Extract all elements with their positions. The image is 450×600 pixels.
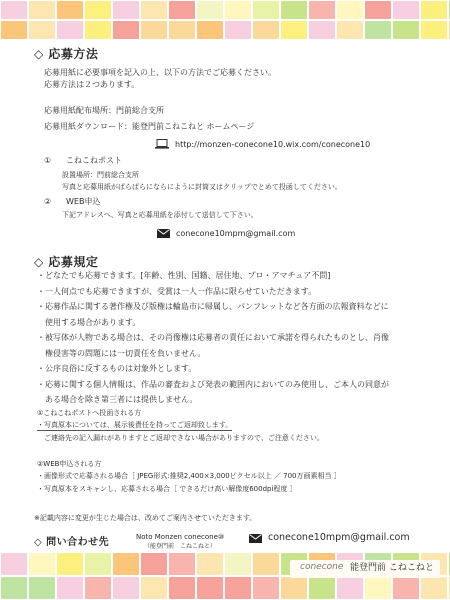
post-guide-heading: ①こねこねポストへ投函される方 xyxy=(37,409,142,417)
mosaic-tile xyxy=(393,577,419,599)
rules-heading: ◇ 応募規定 xyxy=(34,255,99,269)
mosaic-tile xyxy=(1,553,27,575)
mosaic-tile xyxy=(225,1,251,19)
rule-line: ・どなたでも応募できます。[年齢、性別、国籍、居住地、プロ・アマチュア不問] xyxy=(37,271,331,280)
mosaic-tile xyxy=(337,21,363,39)
download-text: 応募用紙ダウンロード：能登門前こねこねと ホームページ xyxy=(44,122,255,131)
laptop-icon xyxy=(155,139,169,149)
mosaic-tile xyxy=(253,1,279,19)
mosaic-tile xyxy=(29,577,55,599)
mosaic-tile xyxy=(113,553,139,575)
method-intro-1: 応募用紙に必要事項を記入の上、以下の方法でご応募ください。 xyxy=(44,68,276,77)
distribution-place: 応募用紙配布場所：門前総合支所 xyxy=(44,106,164,115)
mosaic-tile xyxy=(57,1,83,19)
contact-org-sub: （能登門前 こねこねと） xyxy=(144,543,217,550)
mosaic-tile xyxy=(57,577,83,599)
rule-line: ある場合を除き第三者には提供しません。 xyxy=(37,395,198,404)
post-guide-line: ・写真原本については、展示後責任を持ってご返却致します。 xyxy=(37,421,233,429)
mosaic-tile xyxy=(337,1,363,19)
homepage-url[interactable]: http://monzen-conecone10.wix.com/conecone10 xyxy=(175,140,371,149)
mosaic-tile xyxy=(365,21,391,39)
mosaic-tile xyxy=(197,553,223,575)
method-email[interactable]: conecone10mpm@gmail.com xyxy=(176,229,296,238)
mosaic-tile xyxy=(113,577,139,599)
mosaic-tile xyxy=(197,21,223,39)
mosaic-tile xyxy=(29,1,55,19)
web-title: WEB申込 xyxy=(66,197,101,206)
rule-line: 使用する場合があります。 xyxy=(37,317,141,327)
mosaic-tile xyxy=(309,1,335,19)
mosaic-tile xyxy=(85,553,111,575)
mosaic-tile xyxy=(365,577,391,599)
mosaic-tile xyxy=(197,577,223,599)
contact-mail-icon xyxy=(249,534,262,543)
mosaic-tile xyxy=(85,1,111,19)
mosaic-tile xyxy=(85,577,111,599)
web-guide-line: ・写真原本をスキャンし、応募される場合［ できるだけ高い解像度600dpi程度 ］ xyxy=(37,485,297,493)
mosaic-tile xyxy=(365,1,391,19)
contact-org: Noto Monzen conecone⑩ xyxy=(136,533,225,541)
method-heading: ◇ 応募方法 xyxy=(34,47,99,61)
mosaic-tile xyxy=(169,1,195,19)
rule-line: ・応募作品に関する著作権及び版権は輪島市に帰属し、パンフレットなど各方面の広報資料などに xyxy=(37,302,389,311)
mosaic-tile xyxy=(421,21,447,39)
post-guide-line: ご連絡先の記入漏れがありますとご返却できない場合がありますので、ご注意ください。 xyxy=(37,434,324,442)
footer-signature: conecone xyxy=(300,562,344,572)
mosaic-tile xyxy=(29,553,55,575)
mosaic-top-band xyxy=(0,0,450,40)
web-note: 下記アドレスへ、写真と応募用紙を添付して送信して下さい。 xyxy=(62,211,258,219)
mosaic-tile xyxy=(113,21,139,39)
post-place: 設置場所：門前総合支所 xyxy=(62,171,139,179)
contact-heading: ◇ 問い合わせ先 xyxy=(34,537,110,548)
flyer-content xyxy=(0,40,450,552)
mosaic-tile xyxy=(225,577,251,599)
mosaic-tile xyxy=(141,21,167,39)
rule-line: ・応募に関する個人情報は、作品の審査および発表の範囲内においてのみ使用し、ご本人の同意が xyxy=(37,379,389,389)
post-title: こねこねポスト xyxy=(66,156,122,165)
mosaic-tile xyxy=(281,1,307,19)
mosaic-tile xyxy=(85,21,111,39)
mosaic-tile xyxy=(421,577,447,599)
mosaic-tile xyxy=(253,21,279,39)
mosaic-tile xyxy=(141,577,167,599)
mosaic-tile xyxy=(57,21,83,39)
change-notice: ※記載内容に変更が生じた場合は、改めてご案内させていただきます。 xyxy=(34,514,257,522)
post-number: ① xyxy=(44,156,52,165)
web-number: ② xyxy=(44,197,52,206)
mosaic-tile xyxy=(1,1,27,19)
mosaic-tile xyxy=(281,21,307,39)
mosaic-tile xyxy=(225,553,251,575)
mosaic-tile xyxy=(225,21,251,39)
method-intro-2: 応募方法は２つあります。 xyxy=(44,80,140,89)
mosaic-tile xyxy=(253,553,279,575)
mosaic-tile xyxy=(337,577,363,599)
mosaic-bottom-band xyxy=(0,552,450,600)
rule-line: ・公序良俗に反するものは対象外とします。 xyxy=(37,364,197,373)
mosaic-tile xyxy=(169,553,195,575)
mosaic-tile xyxy=(29,21,55,39)
mosaic-tile xyxy=(393,1,419,19)
footer-name: 能登門前 こねこねと xyxy=(350,563,434,573)
rule-line: ・被写体が人物である場合は、その肖像権は応募者の責任において承諾を得られたものとし、肖像 xyxy=(37,333,389,342)
mosaic-tile xyxy=(113,1,139,19)
mosaic-tile xyxy=(1,577,27,599)
mosaic-tile xyxy=(169,21,195,39)
mosaic-tile xyxy=(309,577,335,599)
rule-line: 権侵害等の問題には一切責任を負いません。 xyxy=(37,348,206,358)
mail-icon xyxy=(157,229,170,238)
mosaic-tile xyxy=(253,577,279,599)
web-guide-heading: ②WEB申込される方 xyxy=(37,460,102,468)
mosaic-tile xyxy=(309,21,335,39)
mosaic-tile xyxy=(197,1,223,19)
rule-line: ・一人何点でも応募できますが、受賞は一人一作品に限らせていただきます。 xyxy=(37,286,317,296)
mosaic-tile xyxy=(421,1,447,19)
mosaic-tile xyxy=(393,21,419,39)
mosaic-tile xyxy=(281,577,307,599)
mosaic-tile xyxy=(169,577,195,599)
mosaic-tile xyxy=(141,1,167,19)
web-guide-line: ・画像形式で応募される場合［ JPEG形式:推奨2,400×3,000ピクセル以上 ／ 700万画素相当 ］ xyxy=(37,472,341,480)
mosaic-tile xyxy=(141,553,167,575)
mosaic-tile xyxy=(1,21,27,39)
contact-email[interactable]: conecone10mpm@gmail.com xyxy=(268,532,410,543)
mosaic-tile xyxy=(57,553,83,575)
post-note: 写真と応募用紙がばらばらにならにように封筒又はクリップでとめて投函してください。 xyxy=(62,183,342,191)
